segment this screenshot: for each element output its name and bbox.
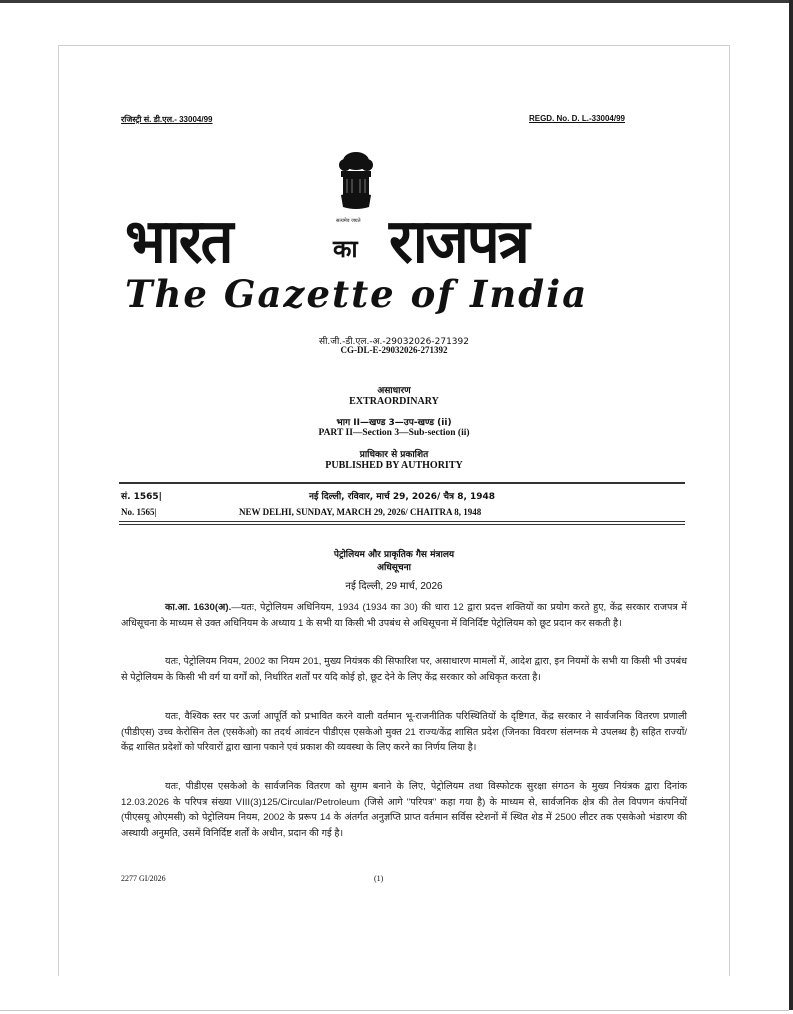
gazette-page <box>58 45 730 976</box>
authority-hindi: प्राधिकार से प्रकाशित <box>359 450 429 460</box>
part-english: PART II—Section 3—Sub-section (ii) <box>318 428 470 438</box>
issue-number-english: No. 1565| <box>121 507 157 517</box>
paragraph-2: यतः, पेट्रोलियम नियम, 2002 का नियम 201, मुख्य नियंत्रक की सिफारिश पर, असाधारण मामलों में, आदेश द्वारा, इन नियमों के सभी या किसी भी उपबंध से पेट्रोलियम के किसी भी वर्ग या वर्गों को, निर्धारित शर्तों पर यदि कोई हो, छूट देने के लिए केंद्र सरकार को अधिकृत करता है। <box>121 656 687 683</box>
regd-number-english: REGD. No. D. L.-33004/99 <box>528 114 625 123</box>
issue-number-hindi: सं. 1565| <box>121 492 162 502</box>
divider-bottom-1 <box>119 521 685 522</box>
title-english: The Gazette of India <box>125 272 589 316</box>
bottom-edge <box>0 1010 789 1011</box>
extraordinary-hindi: असाधारण <box>377 386 411 396</box>
title-hindi-ka: का <box>333 235 358 263</box>
divider-top <box>119 482 685 484</box>
scrollbar[interactable] <box>789 0 793 1010</box>
issue-date-hindi: नई दिल्ली, रविवार, मार्च 29, 2026/ चैत्र 8, 1948 <box>309 492 496 502</box>
ministry-name: पेट्रोलियम और प्राकृतिक गैस मंत्रालय <box>333 550 455 560</box>
code-english: CG-DL-E-29032026-271392 <box>340 345 448 355</box>
issue-date-english: NEW DELHI, SUNDAY, MARCH 29, 2026/ CHAITRA 8, 1948 <box>239 507 482 517</box>
notification-heading: अधिसूचना <box>377 563 411 573</box>
page-number: (1) <box>374 874 384 883</box>
part-hindi: भाग II—खण्ड 3—उप-खण्ड (ii) <box>336 418 452 428</box>
notification-ref: का.आ. 1630(अ). <box>165 602 232 613</box>
extraordinary-english: EXTRAORDINARY <box>349 396 439 407</box>
regd-number-hindi: रजिस्ट्री सं. डी.एल.- 33004/99 <box>121 115 213 124</box>
paragraph-4: यतः, पीडीएस एसकेओ के सार्वजनिक वितरण को सुगम बनाने के लिए, पेट्रोलियम तथा विस्फोटक सुरक्षा संगठन के मुख्य नियंत्रक द्वारा दिनांक 12.03.2026 के परिपत्र संख्या VIII(3)125/Circular/Petroleum (जिसे आगे "परिपत्र" कहा गया है) के माध्यम से, सार्वजनिक क्षेत्र की तेल विपणन कंपनियों (पीएसयू ओएमसी) को पेट्रोलियम नियम, 2002 के प्ररूप 14 के अंतर्गत अनुज्ञप्ति प्राप्त वर्तमान सर्विस स्टेशनों में स्थित शेड में 2500 लीटर तक एसकेओ भंडारण की अस्थायी अनुमति, उसमें विनिर्दिष्ट शर्तों के अधीन, प्रदान की गई है। <box>121 781 687 839</box>
code-hindi: सी.जी.-डी.एल.-अ.-29032026-271392 <box>319 337 469 347</box>
authority-english: PUBLISHED BY AUTHORITY <box>325 460 463 471</box>
print-code: 2277 GI/2026 <box>121 874 166 883</box>
national-emblem-icon <box>331 151 381 217</box>
window-top-bar <box>0 0 793 3</box>
paragraph-3: यतः, वैश्विक स्तर पर ऊर्जा आपूर्ति को प्रभावित करने वाली वर्तमान भू-राजनीतिक परिस्थितियों के दृष्टिगत, केंद्र सरकार ने सार्वजनिक वितरण प्रणाली (पीडीएस) उच्च केरोसिन तेल (एसकेओ) का तदर्थ आवंटन पीडीएस एसकेओ मुक्त 21 राज्य/केंद्र शासित प्रदेश (जिनका विवरण संलग्नक मे उपलब्ध है) सहित राज्यों/केंद्र शासित प्रदेशों को परिवारों द्वारा खाना पकाने एवं प्रकाश की व्यवस्था के लिए करने का निर्णय लिया है। <box>121 711 687 753</box>
title-hindi-rajpatra: राजपत्र <box>389 205 528 277</box>
paragraph-1: का.आ. 1630(अ).—यतः, पेट्रोलियम अधिनियम, 1934 (1934 का 30) की धारा 12 द्वारा प्रदत्त शक्तियों का प्रयोग करते हुए, केंद्र सरकार राजपत्र में अधिसूचना के माध्यम से उक्त अधिनियम के अध्याय 1 के सभी या किसी भी उपबंध से अधिसूचना में विनिर्दिष्ट पेट्रोलियम को छूट प्रदान कर सकती है। <box>121 602 687 629</box>
title-hindi-bharat: भारत <box>125 205 232 277</box>
notification-place-date: नई दिल्ली, 29 मार्च, 2026 <box>345 581 443 592</box>
emblem-motto: सत्यमेव जयते <box>336 218 361 224</box>
divider-bottom-2 <box>119 524 685 525</box>
